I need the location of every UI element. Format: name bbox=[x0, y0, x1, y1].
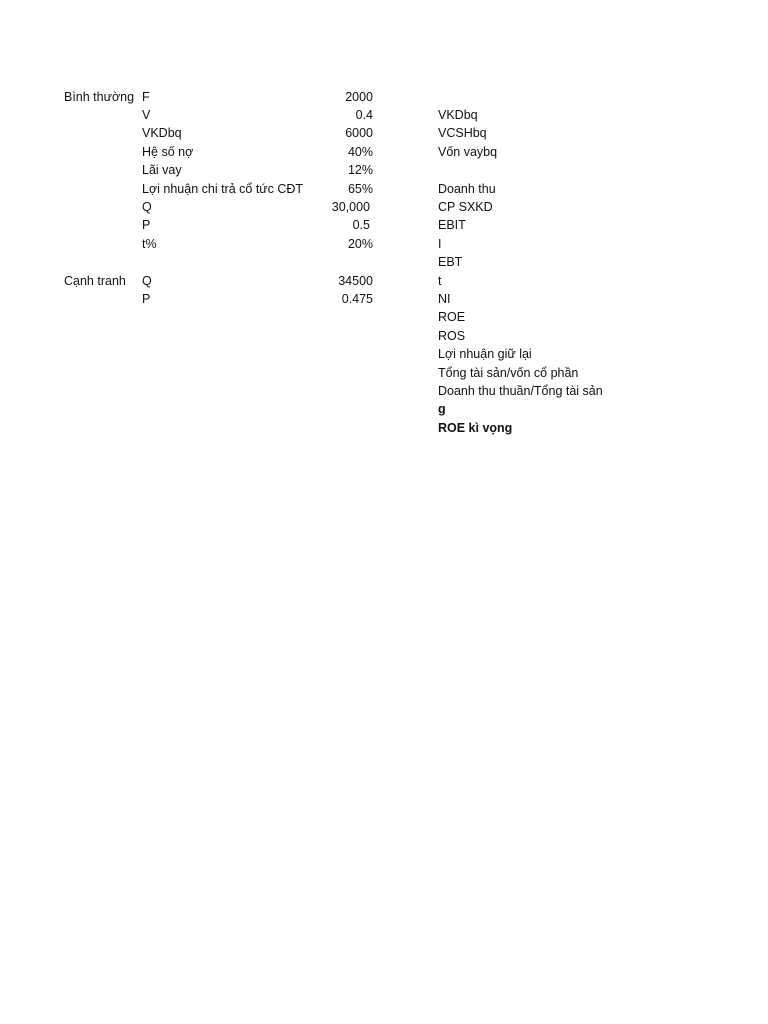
right-column-label[interactable]: EBT bbox=[438, 255, 463, 269]
param-label[interactable]: Q bbox=[142, 200, 152, 214]
right-column-label[interactable]: ROS bbox=[438, 329, 466, 343]
param-value[interactable]: 6000 bbox=[345, 126, 373, 140]
param-label[interactable]: Q bbox=[142, 274, 152, 288]
right-column-label[interactable]: Vốn vaybq bbox=[438, 145, 498, 159]
right-column-label[interactable]: VKDbq bbox=[438, 108, 478, 122]
param-value[interactable]: 12% bbox=[347, 163, 373, 177]
param-label[interactable]: P bbox=[142, 218, 151, 232]
param-value[interactable]: 65% bbox=[347, 182, 373, 196]
right-column-label[interactable]: VCSHbq bbox=[438, 126, 487, 140]
param-label[interactable]: Hệ số nợ bbox=[142, 145, 194, 159]
right-column-label[interactable]: g bbox=[438, 402, 446, 416]
group-label-normal[interactable]: Bình thường bbox=[64, 90, 135, 104]
param-label[interactable]: V bbox=[142, 108, 151, 122]
param-value[interactable]: 2000 bbox=[345, 90, 373, 104]
right-column-label[interactable]: Lợi nhuận giữ lại bbox=[438, 347, 532, 361]
right-column-label[interactable]: t bbox=[438, 274, 442, 288]
param-value[interactable]: 0.475 bbox=[341, 292, 373, 306]
param-label[interactable]: P bbox=[142, 292, 151, 306]
param-value[interactable]: 0.5 bbox=[352, 218, 370, 232]
right-column-label[interactable]: Tổng tài sản/vốn cổ phần bbox=[438, 366, 579, 380]
right-column-label[interactable]: NI bbox=[438, 292, 451, 306]
group-label-competitive[interactable]: Cạnh tranh bbox=[64, 274, 126, 288]
right-column-label[interactable]: I bbox=[438, 237, 442, 251]
right-column-label[interactable]: Doanh thu thuần/Tổng tài sản bbox=[438, 384, 603, 398]
param-label[interactable]: Lợi nhuận chi trả cổ tức CĐT bbox=[142, 182, 304, 196]
right-column-label[interactable]: CP SXKD bbox=[438, 200, 493, 214]
param-label[interactable]: F bbox=[142, 90, 150, 104]
param-value[interactable]: 0.4 bbox=[355, 108, 373, 122]
param-label[interactable]: Lãi vay bbox=[142, 163, 182, 177]
param-value[interactable]: 40% bbox=[347, 145, 373, 159]
right-column-label[interactable]: Doanh thu bbox=[438, 182, 496, 196]
param-value[interactable]: 34500 bbox=[338, 274, 373, 288]
param-value[interactable]: 20% bbox=[347, 237, 373, 251]
param-value[interactable]: 30,000 bbox=[331, 200, 370, 214]
right-column-label[interactable]: ROE kì vọng bbox=[438, 421, 513, 435]
param-label[interactable]: t% bbox=[142, 237, 157, 251]
right-column-label[interactable]: EBIT bbox=[438, 218, 466, 232]
right-column-label[interactable]: ROE bbox=[438, 310, 466, 324]
param-label[interactable]: VKDbq bbox=[142, 126, 182, 140]
